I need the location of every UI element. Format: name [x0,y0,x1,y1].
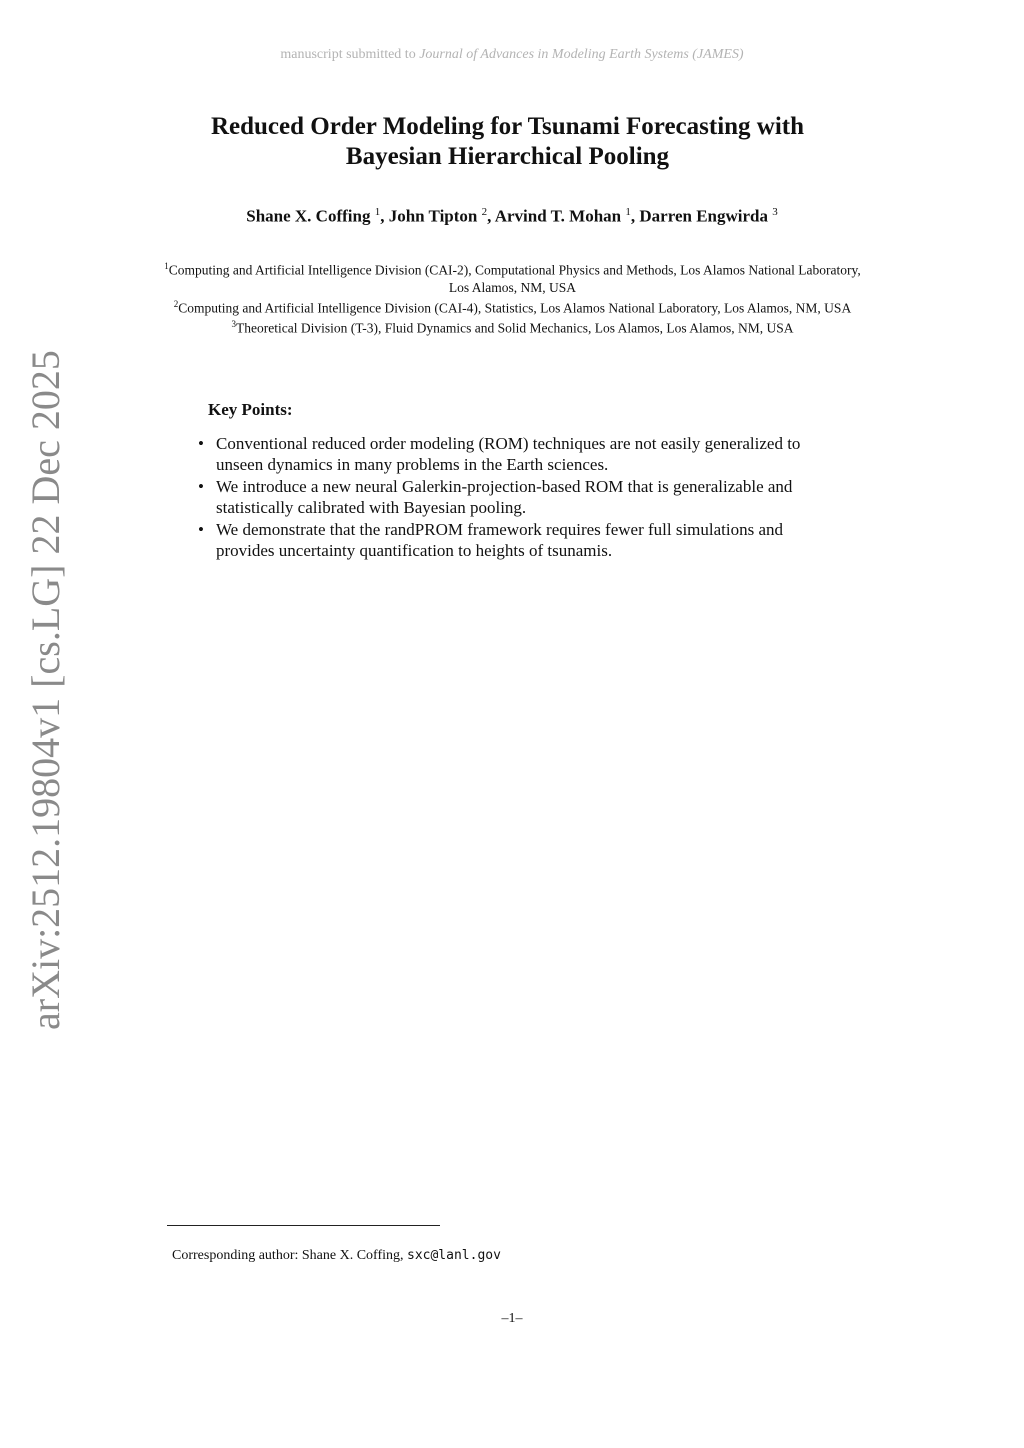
bullet-icon: • [198,434,204,453]
author-affiliation-mark: 2 [481,206,488,218]
page-number: –1– [501,1311,523,1326]
bullet-icon: • [198,477,204,496]
affiliation-number: 1 [164,261,169,271]
corresponding-author-footnote [172,1248,501,1264]
footnote-divider [167,1225,440,1226]
author-affiliation-mark: 1 [374,206,381,218]
running-header [0,47,1024,63]
key-point-text: We introduce a new neural Galerkin-projection-based ROM that is generalizable and statistically calibrated with Bayesian pooling. [216,477,793,517]
affiliation [160,296,865,317]
author-name: Shane X. Coffing [246,206,371,226]
key-point-item [196,476,836,518]
key-point-item [196,519,836,561]
key-point-text: Conventional reduced order modeling (ROM) techniques are not easily generalized to unseen dynamics in many problems in the Earth sciences. [216,434,801,474]
affiliation-number: 2 [173,298,179,309]
header-prefix: manuscript submitted to [280,47,416,62]
author-list: Shane X. Coffing $^1$, John Tipton $^2$, Arvind T. Mohan $^1$, Darren Engwirda $^3$ [246,206,778,226]
arxiv-side-stamp: arXiv:2512.19804v1 [cs.LG] 22 Dec 2025 [23,350,68,1030]
author-email-link[interactable]: sxc@lanl.gov [407,1248,501,1263]
affiliation-text: Theoretical Division (T-3), Fluid Dynamics and Solid Mechanics, Los Alamos, Los Alamos, NM, USA [236,320,794,336]
key-point-text: We demonstrate that the randPROM framework requires fewer full simulations and provides uncertainty quantification to heights of tsunamis. [216,520,784,560]
affiliation-list [160,258,865,337]
key-point-item [196,433,836,475]
affiliation-text: Computing and Artificial Intelligence Division (CAI-4), Statistics, Los Alamos National Laboratory, Los Alamos, NM, USA [178,300,852,315]
author-name: Darren Engwirda [639,206,768,226]
footnote-label: Corresponding author: Shane X. Coffing, [172,1248,404,1263]
author-affiliation-mark: 1 [625,206,631,218]
key-points-heading: Key Points: [208,400,293,419]
affiliation-number: 3 [231,319,237,329]
paper-title [140,112,875,172]
author-affiliation-mark: 3 [772,206,778,218]
title-line-2: Bayesian Hierarchical Pooling [345,143,670,170]
affiliation [160,258,865,296]
author-name: Arvind T. Mohan [494,206,622,226]
author-name: John Tipton [388,206,478,226]
affiliation [160,316,865,337]
key-points-list [196,433,836,562]
journal-name: Journal of Advances in Modeling Earth Systems (JAMES) [419,47,744,62]
bullet-icon: • [198,520,204,539]
affiliation-text: Computing and Artificial Intelligence Division (CAI-2), Computational Physics and Methods, Los Alamos National Laboratory, Los Alamos, NM, USA [168,262,861,295]
title-line-1: Reduced Order Modeling for Tsunami Forecasting with [210,113,805,140]
